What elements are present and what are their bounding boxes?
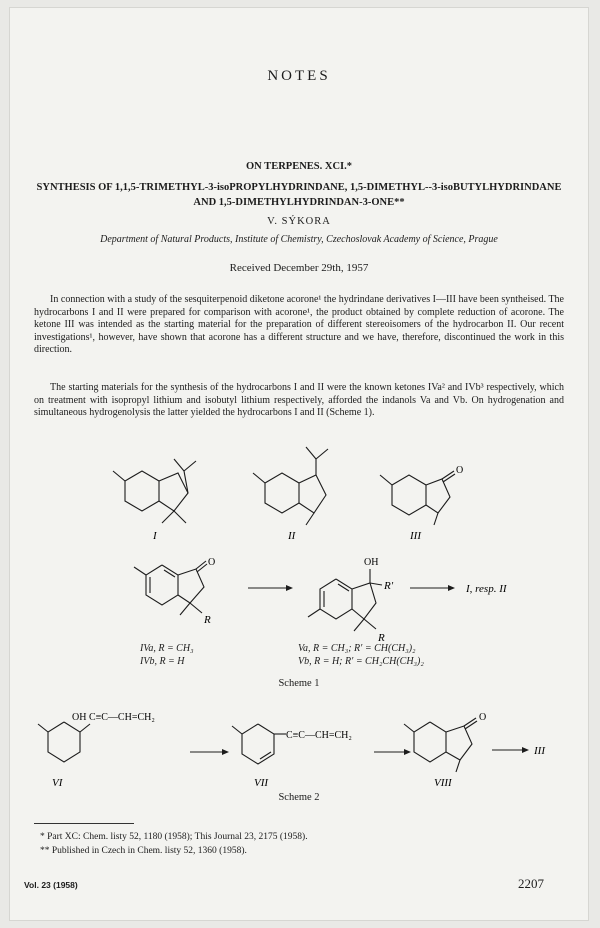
structure-VIII xyxy=(404,712,486,789)
scheme1-structures-row2 xyxy=(10,553,588,653)
vi-substituent: OH C≡C—CH=CH₂ xyxy=(72,712,155,723)
body-paragraph-2: The starting materials for the synthesis of the hydrocarbons I and II were the known ketones IVa² and IVb³ respectively, which on treatment with isopropyl lithium and isobutyl lithium respectively, afforded the indanols Va and Vb. On hydrogenation and simultaneous hydrogenolysis the latter yielded the hydrocarbons I and II (Scheme 1). xyxy=(34,382,564,419)
author: V. SÝKORA xyxy=(267,216,331,227)
r-prime-label: R′ xyxy=(384,580,394,592)
legend-IVa: IVa, R = CH₃ xyxy=(140,643,194,654)
reaction-arrow-3 xyxy=(190,749,229,755)
body-paragraph-1: In connection with a study of the sesquiterpenoid diketone acorone¹ the hydrindane derivatives I—III have been syntheised. The hydrocarbons I and II were prepared for comparison with acorone¹, the product obtained by complete reduction of acorone. The ketone III was intended as the starting material for the preparation of different stereoisomers of the hydrocarbon II. Our recent investigations¹, however, have shown that acorone has a different structure and we have, therefore, discontinued the work in this direction. xyxy=(34,294,564,356)
label-II: II xyxy=(288,530,296,542)
legend-IVb: IVb, R = H xyxy=(140,656,185,667)
vii-substituent: C≡C—CH=CH₂ xyxy=(286,730,352,741)
oxo-label: O xyxy=(208,557,216,568)
scheme1-caption: Scheme 1 xyxy=(278,678,320,689)
page-number: 2207 xyxy=(518,876,544,891)
section-header: NOTES xyxy=(267,68,331,84)
structure-V xyxy=(308,557,394,644)
label-VI: VI xyxy=(52,777,63,789)
oxo-label: O xyxy=(456,465,464,476)
product-label: I, resp. II xyxy=(466,583,507,595)
scheme1-structures-row1 xyxy=(10,443,588,543)
reaction-arrow-5 xyxy=(492,747,529,753)
scheme2-structures xyxy=(10,698,588,790)
article-title: SYNTHESIS OF 1,1,5-TRIMETHYL-3-isoPROPYLHYDRINDANE, 1,5-DIMETHYL--3-isoBUTYLHYDRINDANE AND 1,5-DIMETHYLHYDRINDAN-3-ONE** xyxy=(36,182,562,208)
reaction-arrow-2 xyxy=(410,585,455,591)
oh-label: OH xyxy=(364,557,379,568)
structure-IV xyxy=(134,557,215,626)
oxo-label: O xyxy=(479,712,487,723)
footnote-rule xyxy=(34,823,134,824)
reaction-arrow-1 xyxy=(248,585,293,591)
journal-page xyxy=(10,8,588,920)
structure-II xyxy=(253,447,328,542)
label-I: I xyxy=(153,530,157,542)
label-VII: VII xyxy=(254,777,269,789)
reaction-arrow-4 xyxy=(374,749,411,755)
received-date: Received December 29th, 1957 xyxy=(229,262,369,274)
r-label: R xyxy=(204,614,211,626)
r-label: R xyxy=(378,632,385,644)
structure-VII xyxy=(232,724,352,789)
structure-VI xyxy=(38,712,155,789)
label-VIII: VIII xyxy=(434,777,452,789)
footnote-1: * Part XC: Chem. listy 52, 1180 (1958); This Journal 23, 2175 (1958). xyxy=(40,832,308,842)
footnote-2: ** Published in Czech in Chem. listy 52, 1360 (1958). xyxy=(40,846,247,856)
label-III: III xyxy=(410,530,421,542)
affiliation: Department of Natural Products, Institute of Chemistry, Czechoslovak Academy of Science, Prague xyxy=(100,234,498,245)
structure-I xyxy=(113,459,196,542)
final-product-label: III xyxy=(534,745,545,757)
volume-label: Vol. 23 (1958) xyxy=(24,880,78,890)
legend-Vb: Vb, R = H; R′ = CH₂CH(CH₃)₂ xyxy=(298,656,424,667)
structure-III xyxy=(380,465,463,542)
article-series-title: ON TERPENES. XCI.* xyxy=(246,161,352,172)
legend-Va: Va, R = CH₃; R′ = CH(CH₃)₂ xyxy=(298,643,416,654)
scheme2-caption: Scheme 2 xyxy=(278,792,320,803)
